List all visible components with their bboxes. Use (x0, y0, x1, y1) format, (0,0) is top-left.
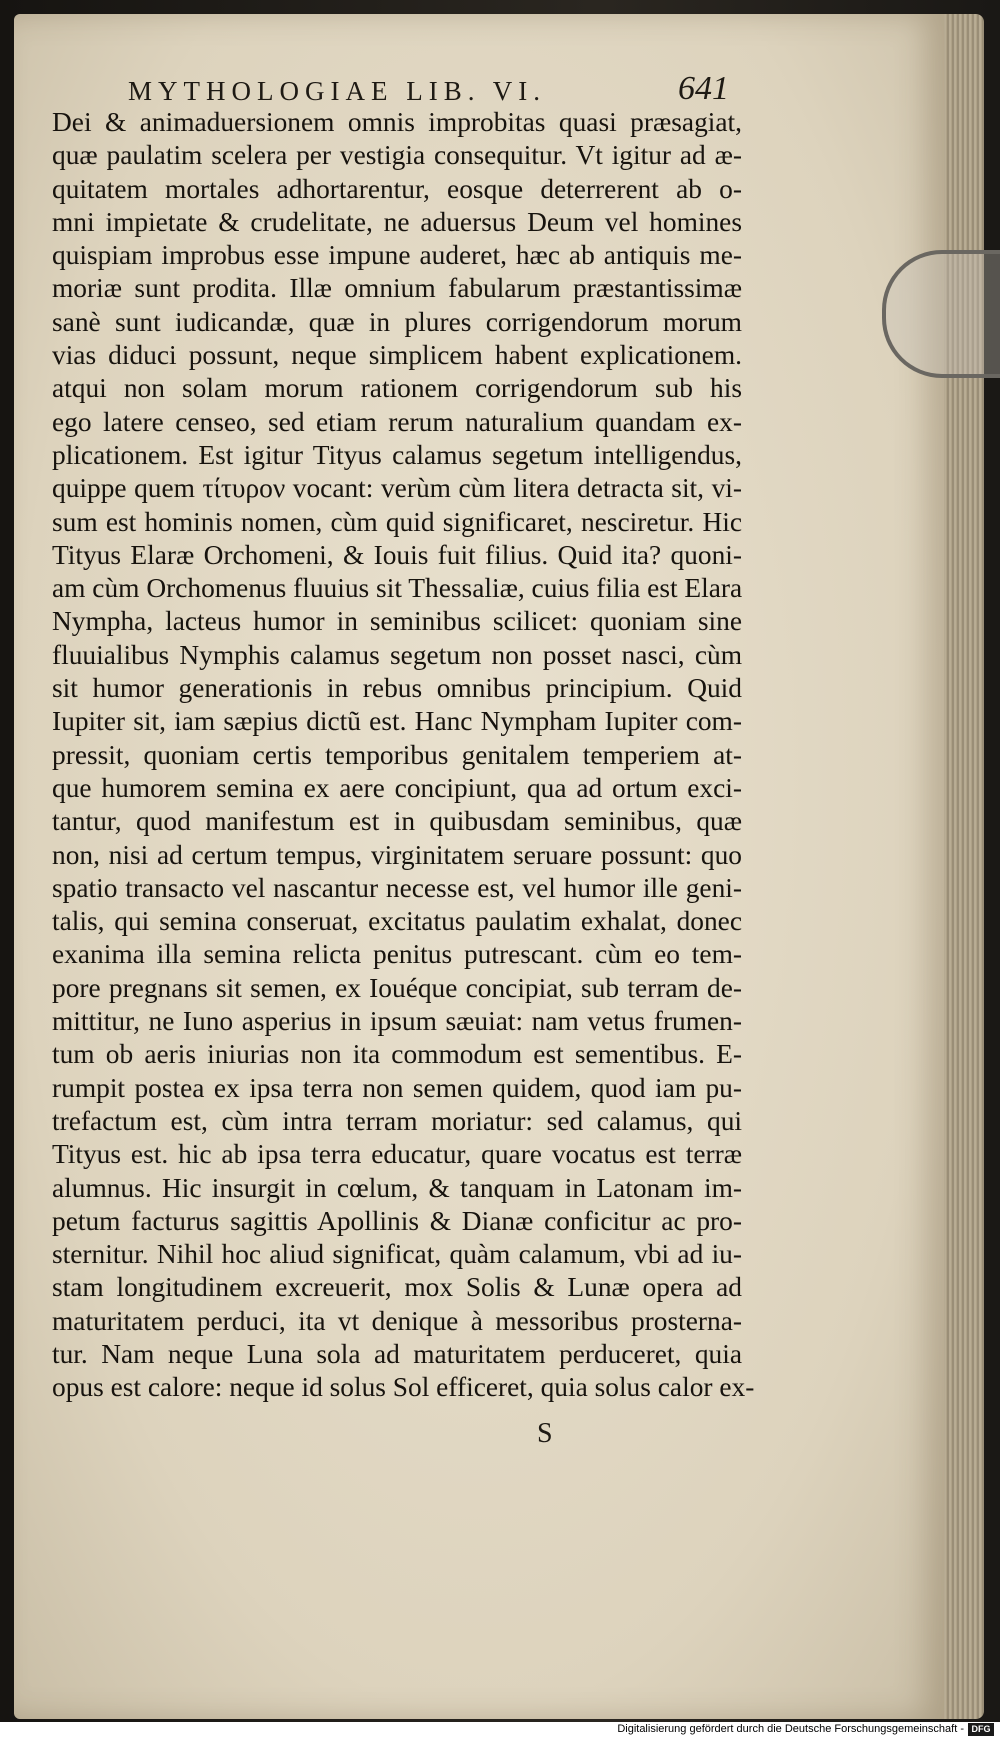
text-line: Tityus est. hic ab ipsa terra educatur, quare vocatus est terræ (52, 1139, 742, 1170)
footer-credit-text: Digitalisierung gefördert durch die Deutsche Forschungsgemeinschaft - (617, 1723, 964, 1735)
page-clip (882, 250, 1000, 378)
text-line: tantur, quod manifestum est in quibusdam seminibus, quæ (52, 806, 742, 837)
text-line: quæ paulatim scelera per vestigia consequitur. Vt igitur ad æ- (52, 140, 742, 171)
text-line: trefactum est, cùm intra terram moriatur: sed calamus, qui (52, 1105, 742, 1136)
text-line: rumpit postea ex ipsa terra non semen quidem, quod iam pu- (52, 1072, 742, 1103)
text-line: plicationem. Est igitur Tityus calamus segetum intelligendus, (52, 439, 742, 470)
text-line: pressit, quoniam certis temporibus genitalem temperiem at- (52, 739, 742, 770)
text-line: quippe quem τίτυρον vocant: verùm cùm litera detracta sit, vi- (52, 473, 742, 504)
text-line: spatio transacto vel nascantur necesse est, vel humor ille geni- (52, 872, 742, 903)
text-line: vias diduci possunt, neque simplicem habent explicationem. (52, 340, 742, 371)
text-line: que humorem semina ex aere concipiunt, qua ad ortum exci- (52, 772, 742, 803)
text-line: alumnus. Hic insurgit in cœlum, & tanquam in Latonam im- (52, 1172, 742, 1203)
text-line: fluuialibus Nymphis calamus segetum non posset nasci, cùm (52, 639, 742, 670)
body-text (52, 106, 755, 1405)
footer-credit (617, 1723, 964, 1735)
text-line: sanè sunt iudicandæ, quæ in plures corrigendorum morum (52, 306, 742, 337)
text-line: Dei & animaduersionem omnis improbitas quasi præsagiat, (52, 107, 742, 137)
text-line: petum facturus sagittis Apollinis & Dianæ conficitur ac pro- (52, 1205, 742, 1236)
text-line: talis, qui semina conseruat, excitatus paulatim exhalat, donec (52, 906, 742, 937)
text-line: am cùm Orchomenus fluuius sit Thessaliæ, cuius filia est Elara (52, 573, 743, 604)
text-line: sit humor generationis in rebus omnibus principium. Quid (52, 673, 742, 704)
text-line: stam longitudinem excreuerit, mox Solis & Lunæ opera ad (52, 1272, 742, 1303)
text-line: quispiam improbus esse impune auderet, hæc ab antiquis me- (52, 240, 742, 271)
signature-mark: S (537, 1418, 553, 1449)
text-line: opus est calore: neque id solus Sol efficeret, quia solus calor ex- (52, 1372, 755, 1403)
page-number: 641 (678, 70, 729, 107)
text-line: ego latere censeo, sed etiam rerum naturalium quandam ex- (52, 406, 742, 437)
text-line: mni impietate & crudelitate, ne aduersus Deum vel homines (52, 206, 742, 237)
text-line: sternitur. Nihil hoc aliud significat, quàm calamum, vbi ad iu- (52, 1239, 742, 1270)
running-head: MYTHOLOGIAE LIB. VI. (128, 76, 546, 106)
text-line: pore pregnans sit semen, ex Iouéque concipiat, sub terram de- (52, 972, 742, 1003)
text-line: non, nisi ad certum tempus, virginitatem seruare possunt: quo (52, 839, 742, 870)
text-line: Nympha, lacteus humor in seminibus scilicet: quoniam sine (52, 606, 742, 637)
text-line: exanima illa semina relicta penitus putrescant. cùm eo tem- (52, 939, 742, 970)
text-line: moriæ sunt prodita. Illæ omnium fabularum præstantissimæ (52, 273, 742, 304)
text-line: tum ob aeris iniurias non ita commodum est sementibus. E- (52, 1039, 742, 1070)
text-line: quitatem mortales adhortarentur, eosque deterrerent ab o- (52, 173, 742, 204)
dfg-logo: DFG (968, 1723, 994, 1736)
text-line: maturitatem perduci, ita vt denique à messoribus prosterna- (52, 1305, 742, 1336)
text-line: Tityus Elaræ Orchomeni, & Iouis fuit filius. Quid ita? quoni- (52, 539, 742, 570)
text-line: Iupiter sit, iam sæpius dictũ est. Hanc Nympham Iupiter com- (52, 706, 742, 737)
text-line: atqui non solam morum rationem corrigendorum sub his (52, 373, 742, 404)
text-line: tur. Nam neque Luna sola ad maturitatem perduceret, quia (52, 1338, 742, 1369)
text-line: mittitur, ne Iuno asperius in ipsum sæuiat: nam vetus frumen- (52, 1006, 742, 1037)
text-line: sum est hominis nomen, cùm quid significaret, nesciretur. Hic (52, 506, 742, 537)
